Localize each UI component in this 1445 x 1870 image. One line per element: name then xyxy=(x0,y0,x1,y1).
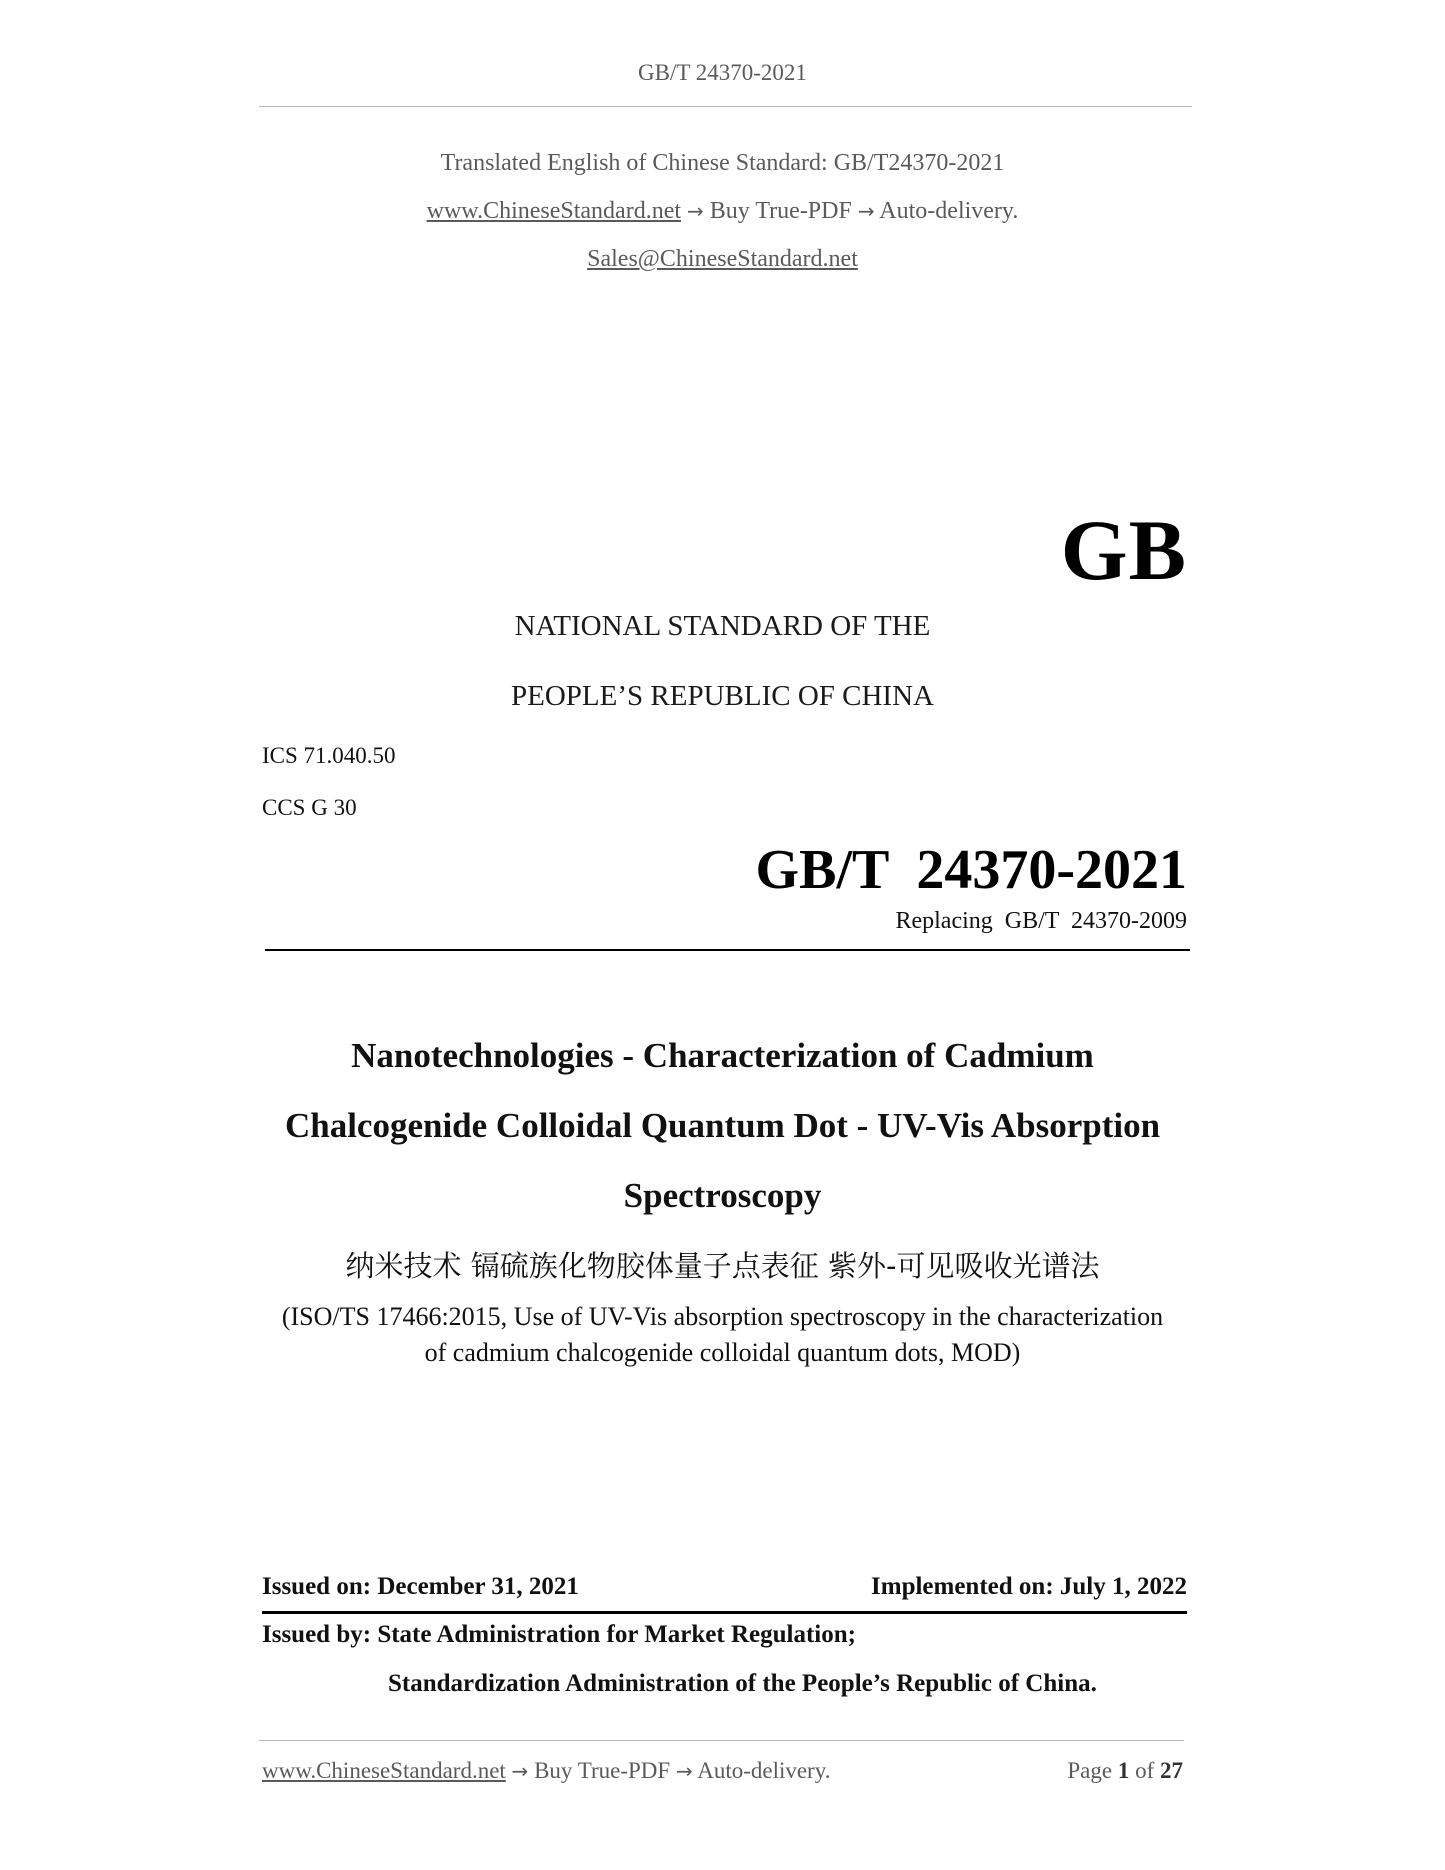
arrow-right-icon: → xyxy=(511,1759,529,1783)
implemented-on-date: Implemented on: July 1, 2022 xyxy=(871,1573,1187,1600)
of-label: of xyxy=(1135,1758,1155,1783)
header-divider xyxy=(259,106,1192,107)
ccs-code: CCS G 30 xyxy=(262,795,357,820)
issued-on-date: Issued on: December 31, 2021 xyxy=(262,1573,579,1600)
email-line xyxy=(0,246,1445,273)
ics-code: ICS 71.040.50 xyxy=(262,743,396,768)
national-standard-line1: NATIONAL STANDARD OF THE xyxy=(514,610,931,642)
national-standard-line2: PEOPLE’S REPUBLIC OF CHINA xyxy=(511,680,934,712)
gb-mark: GB xyxy=(1060,502,1187,598)
footer-divider xyxy=(259,1740,1184,1741)
arrow-right-icon: → xyxy=(687,199,704,223)
footer-buy-text: Buy True-PDF xyxy=(534,1758,671,1783)
delivery-text: Auto-delivery. xyxy=(879,198,1019,224)
translation-notice: Translated English of Chinese Standard: GB/T24370-2021 xyxy=(440,150,1005,176)
site-link[interactable]: www.ChineseStandard.net xyxy=(426,198,682,224)
page-number: 1 xyxy=(1117,1758,1130,1783)
buy-text: Buy True-PDF xyxy=(709,198,852,224)
footer-delivery-text: Auto-delivery. xyxy=(697,1758,831,1783)
page-label: Page xyxy=(1067,1758,1113,1783)
running-header: GB/T 24370-2021 xyxy=(638,60,807,85)
document-title-line2: Chalcogenide Colloidal Quantum Dot - UV-Vis Absorption xyxy=(284,1106,1161,1145)
chinese-title: 纳米技术 镉硫族化物胶体量子点表征 紫外-可见吸收光谱法 xyxy=(345,1249,1100,1283)
arrow-right-icon: → xyxy=(857,199,875,223)
title-divider xyxy=(265,949,1190,951)
purchase-line xyxy=(0,198,1445,225)
issued-by-line2: Standardization Administration of the People’s Republic of China. xyxy=(388,1670,1097,1697)
iso-reference-line2: of cadmium chalcogenide colloidal quantum dots, MOD) xyxy=(424,1338,1021,1367)
standard-number: GB/T 24370-2021 xyxy=(755,839,1187,901)
replacing-note: Replacing GB/T 24370-2009 xyxy=(895,908,1187,934)
page-indicator xyxy=(1067,1758,1183,1784)
footer-site-link[interactable]: www.ChineseStandard.net xyxy=(262,1758,506,1783)
iso-reference-line1: (ISO/TS 17466:2015, Use of UV-Vis absorption spectroscopy in the characterization xyxy=(281,1302,1164,1331)
footer-purchase-line xyxy=(262,1758,830,1784)
arrow-right-icon: → xyxy=(675,1759,693,1783)
email-link[interactable]: Sales@ChineseStandard.net xyxy=(587,246,858,272)
issued-by-line1: Issued by: State Administration for Market Regulation; xyxy=(262,1621,856,1648)
issue-divider xyxy=(262,1611,1187,1614)
document-title-line3: Spectroscopy xyxy=(623,1176,822,1215)
page-total: 27 xyxy=(1160,1758,1183,1783)
document-title-line1: Nanotechnologies - Characterization of Cadmium xyxy=(351,1036,1094,1075)
